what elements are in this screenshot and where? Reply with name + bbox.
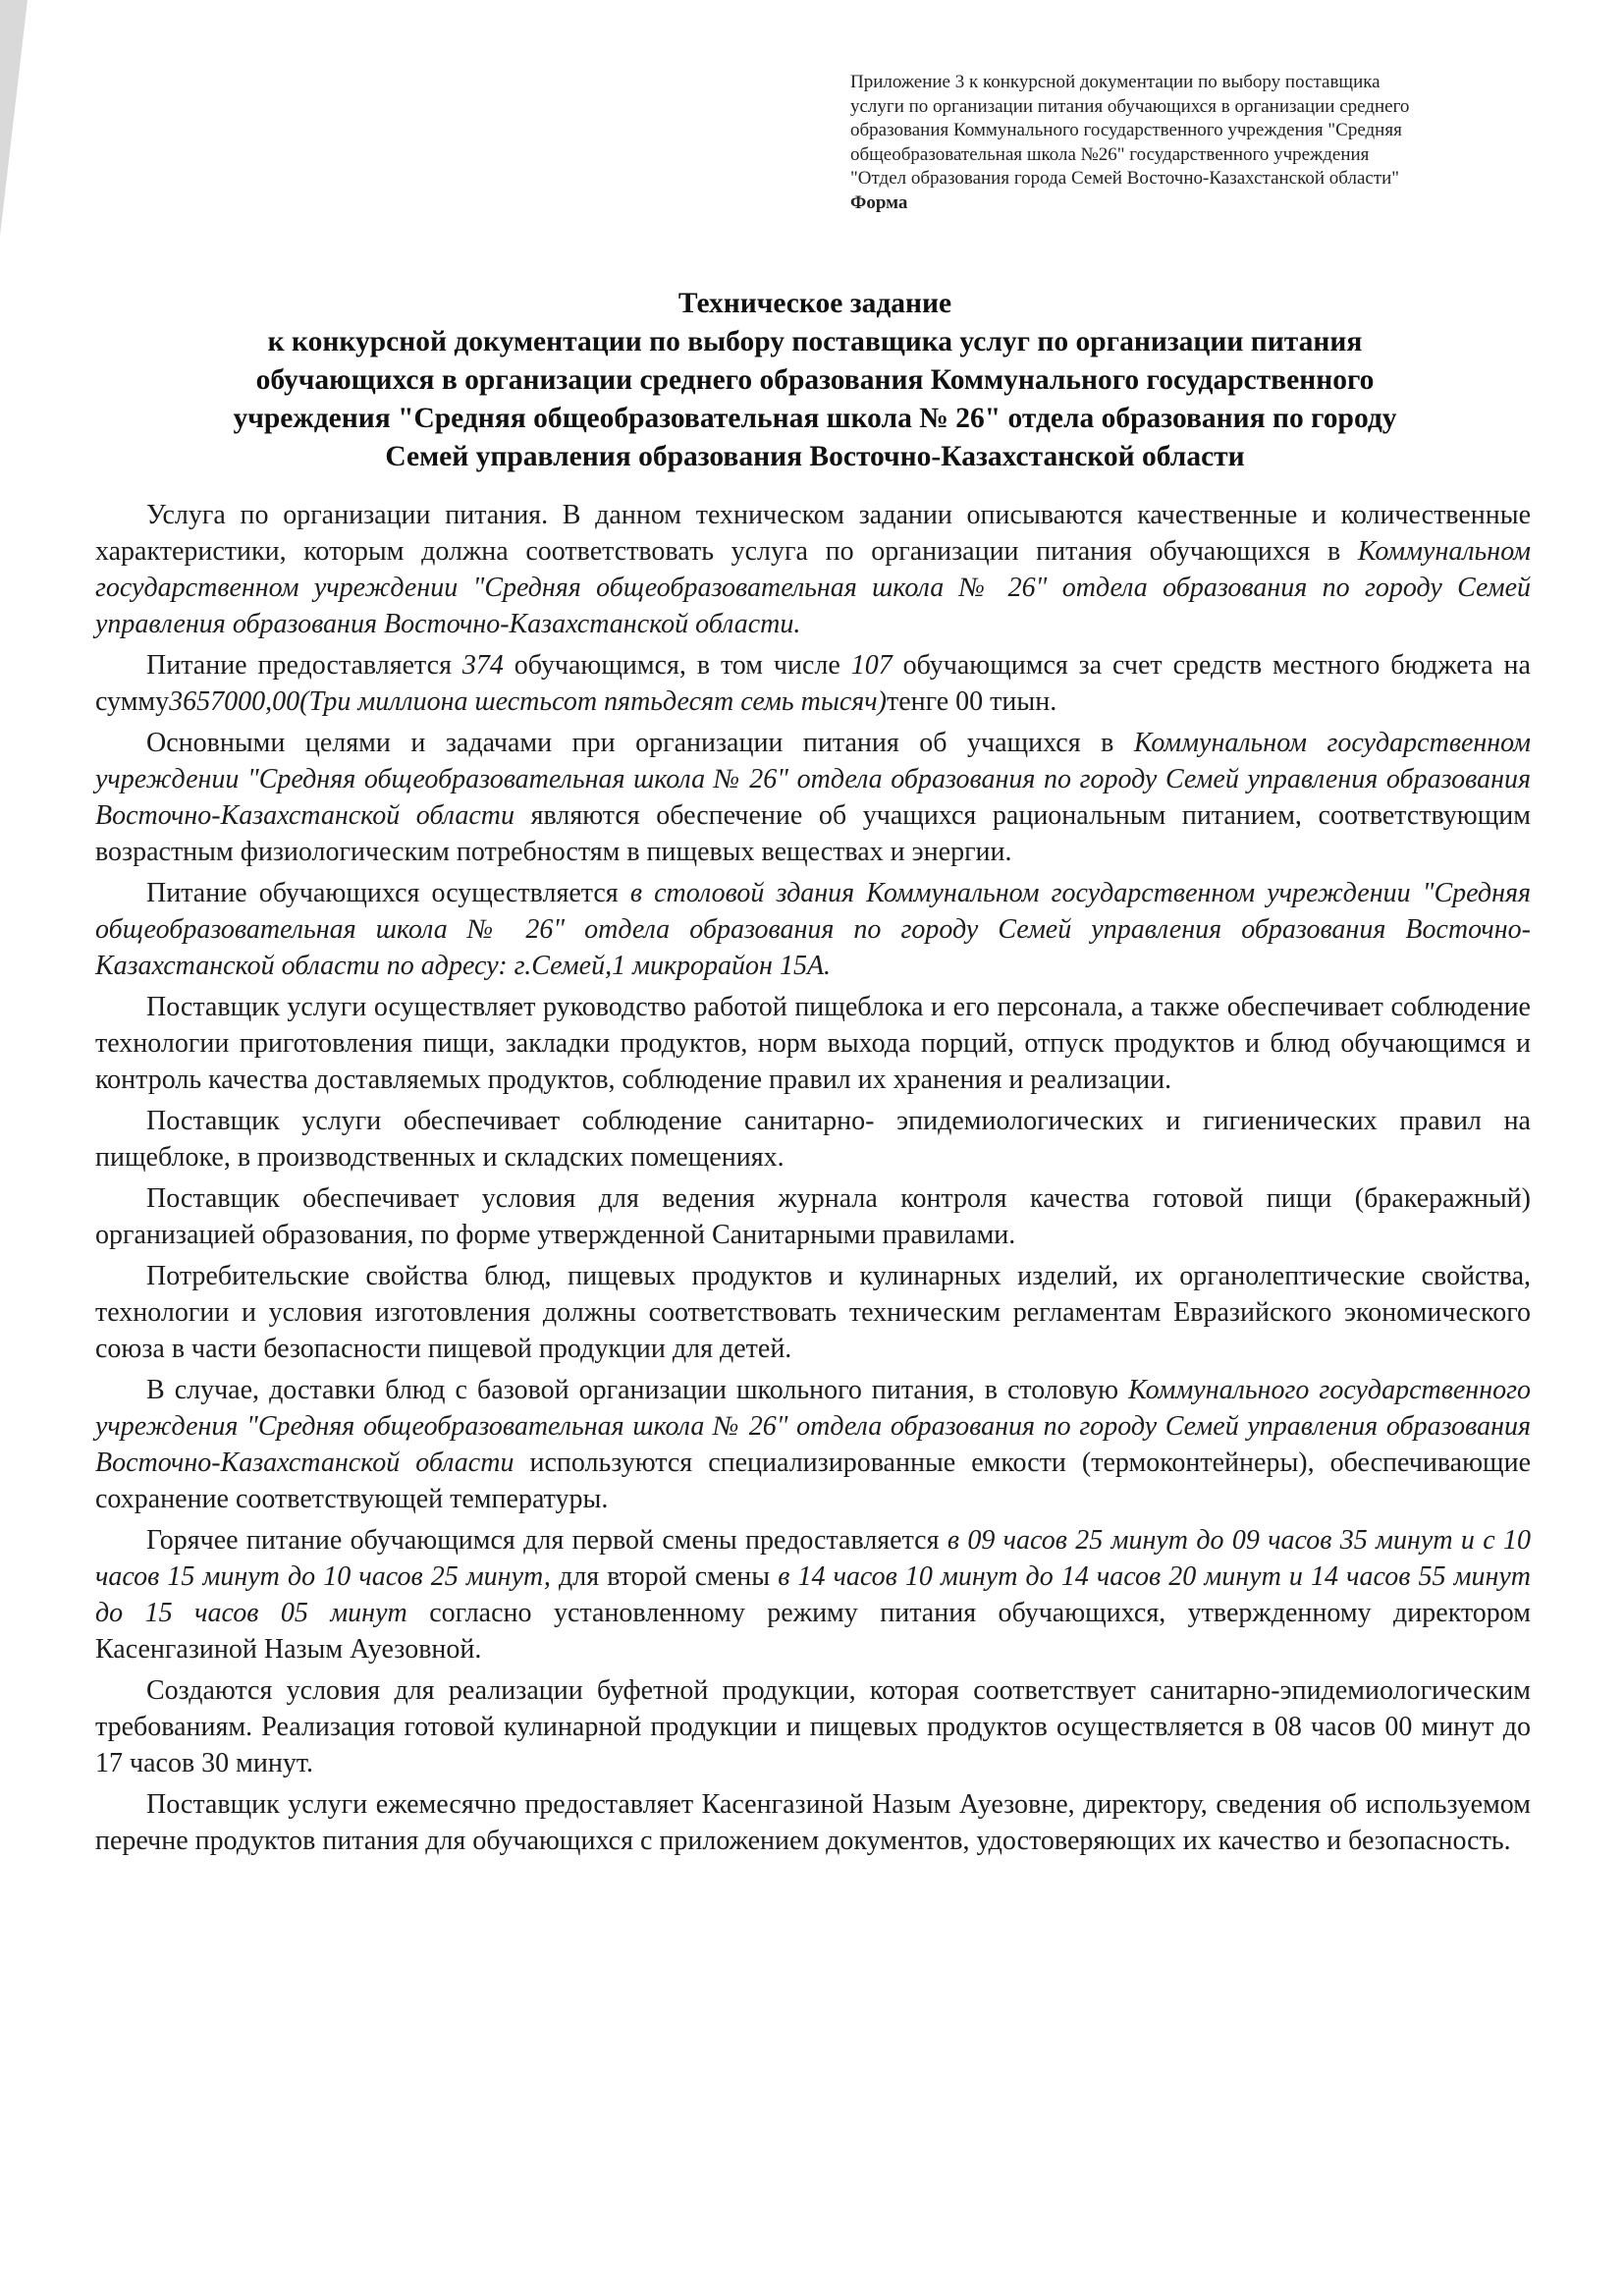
appendix-line: общеобразовательная школа №26" государственного учреждения	[850, 143, 1370, 165]
paragraph-consumer-properties: Потребительские свойства блюд, пищевых продуктов и кулинарных изделий, их органолептические свойства, технологии и условия изготовления должны соответствовать техническим регламентам Евразийского экономического союза в части безопасности пищевой продукции для детей.	[95, 1261, 1531, 1364]
appendix-line: услуги по организации питания обучающихся в организации среднего	[850, 95, 1410, 117]
title-line: обучающихся в организации среднего образования Коммунального государственного	[255, 364, 1375, 396]
title-line: учреждения "Средняя общеобразовательная школа № 26" отдела образования по городу	[233, 403, 1397, 434]
paragraph-quality-journal: Поставщик обеспечивает условия для ведения журнала контроля качества готовой пищи (бракеражный) организацией образования, по форме утвержденной Санитарными правилами.	[95, 1183, 1531, 1250]
appendix-line: "Отдел образования города Семей Восточно-Казахстанской области"	[850, 168, 1400, 189]
appendix-line: образования Коммунального государственного учреждения "Средняя	[850, 120, 1402, 140]
appendix-note	[850, 71, 1538, 215]
paragraph-goals: Основными целями и задачами при организации питания об учащихся в Коммунальном государственном учреждении "Средняя общеобразовательная школа № 26" отдела образования по городу Семей управления образования Восточно-Казахстанской области являются обеспечение об учащихся рациональным питанием, соответствующим возрастным физиологическим потребностям в пищевых веществах и энергии.	[95, 728, 1531, 867]
title-line: к конкурсной документации по выбору поставщика услуг по организации питания	[267, 326, 1363, 357]
paragraph-monthly-report: Поставщик услуги ежемесячно предоставляет Касенгазиной Назым Ауезовне, директору, сведения об используемом перечне продуктов питания для обучающихся с приложением документов, удостоверяющих их качество и безопасность.	[95, 1789, 1531, 1856]
paragraph-funding: Питание предоставляется 374 обучающимся, в том числе 107 обучающимся за счет средств местного бюджета на сумму3657000,00(Три миллиона шестьсот пятьдесят семь тысяч)тенге 00 тиын.	[95, 650, 1531, 717]
appendix-line: Приложение 3 к конкурсной документации по выбору поставщика	[850, 72, 1380, 92]
paragraph-buffet: Создаются условия для реализации буфетной продукции, которая соответствует санитарно-эпидемиологическим требованиям. Реализация готовой кулинарной продукции и пищевых продуктов осуществляется в 08 часов 00 минут до 17 часов 30 минут.	[95, 1675, 1531, 1778]
document-title	[94, 285, 1536, 476]
paragraph-meal-schedule: Горячее питание обучающимся для первой смены предоставляется в 09 часов 25 минут до 09 часов 35 минут и с 10 часов 15 минут до 10 часов 25 минут, для второй смены в 14 часов 10 минут до 14 часов 20 минут и 14 часов 55 минут до 15 часов 05 минут согласно установленному режиму питания обучающихся, утвержденному директором Касенгазиной Назым Ауезовной.	[95, 1525, 1531, 1665]
title-line: Техническое задание	[677, 288, 952, 319]
paragraph-supplier-management: Поставщик услуги осуществляет руководство работой пищеблока и его персонала, а также обеспечивает соблюдение технологии приготовления пищи, закладки продуктов, норм выхода порций, отпуск продуктов и блюд обучающимся и контроль качества доставляемых продуктов, соблюдение правил их хранения и реализации.	[95, 992, 1531, 1095]
form-label: Форма	[850, 191, 908, 213]
paragraph-delivery: В случае, доставки блюд с базовой организации школьного питания, в столовую Коммунального государственного учреждения "Средняя общеобразовательная школа № 26" отдела образования по городу Семей управления образования Восточно-Казахстанской области используются специализированные емкости (термоконтейнеры), обеспечивающие сохранение соответствующей температуры.	[95, 1375, 1532, 1514]
folded-page-corner	[0, 0, 27, 236]
paragraph-location: Питание обучающихся осуществляется в столовой здания Коммунальном государственном учреждении "Средняя общеобразовательная школа № 26" отдела образования по городу Семей управления образования Восточно-Казахстанской области по адресу: г.Семей,1 микрорайон 15А.	[95, 878, 1531, 981]
paragraph-sanitary-rules: Поставщик услуги обеспечивает соблюдение санитарно- эпидемиологических и гигиенических правил на пищеблоке, в производственных и складских помещениях.	[95, 1106, 1531, 1173]
title-line: Семей управления образования Восточно-Казахстанской области	[385, 441, 1245, 472]
document-body	[95, 497, 1531, 1864]
paragraph-service-description: Услуга по организации питания. В данном техническом задании описываются качественные и количественные характеристики, которым должна соответствовать услуга по организации питания обучающихся в Коммунальном государственном учреждении "Средняя общеобразовательная школа № 26" отдела образования по городу Семей управления образования Восточно-Казахстанской области.	[95, 500, 1531, 639]
